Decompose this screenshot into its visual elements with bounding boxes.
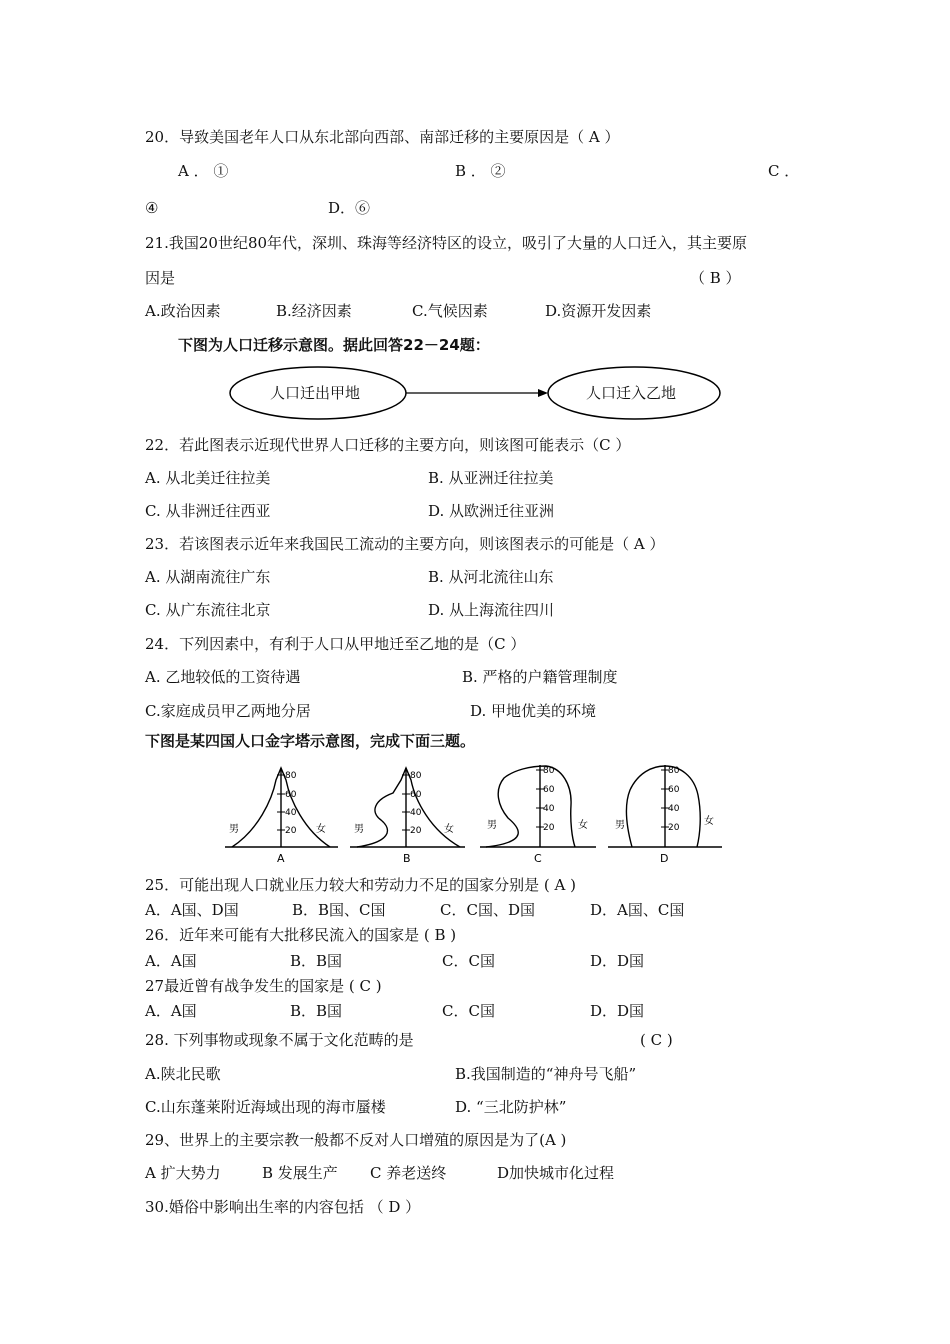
pyramid-d-tick-label: 40 <box>668 804 680 814</box>
q28-option-b: B.我国制造的“神舟号飞船” <box>455 1065 637 1083</box>
pyramid-c-female-label: 女 <box>578 820 588 831</box>
section-intro-pyramids: 下图是某四国人口金字塔示意图，完成下面三题。 <box>145 732 476 750</box>
pyramid-d-female-label: 女 <box>704 816 714 827</box>
migration-destination-label: 人口迁入乙地 <box>586 384 677 402</box>
pyramid-a-label: A <box>277 852 285 865</box>
q23-option-a: A. 从湖南流往广东 <box>145 568 271 586</box>
q21-option-b: B.经济因素 <box>276 302 352 320</box>
q25-stem: 25．可能出现人口就业压力较大和劳动力不足的国家分别是 ( A ) <box>145 876 576 894</box>
q29-option-b: B 发展生产 <box>262 1164 338 1182</box>
q21-option-a: A.政治因素 <box>145 302 221 320</box>
pyramid-a-tick-label: 60 <box>285 790 297 800</box>
q28-stem: 28. 下列事物或现象不属于文化范畴的是 <box>145 1031 414 1049</box>
q23-option-c: C. 从广东流往北京 <box>145 601 271 619</box>
q20-option-a: A ． ① <box>178 162 229 180</box>
q28-option-d: D. “三北防护林” <box>455 1098 567 1116</box>
pyramid-d-tick-label: 20 <box>668 823 680 833</box>
pyramid-c-tick-label: 20 <box>543 823 555 833</box>
pyramid-b-female-label: 女 <box>444 824 454 835</box>
pyramid-d-male-label: 男 <box>615 820 625 831</box>
q21-option-c: C.气候因素 <box>412 302 488 320</box>
q29-option-d: D加快城市化过程 <box>497 1164 615 1182</box>
q23-stem: 23．若该图表示近年来我国民工流动的主要方向，则该图表示的可能是（ A ） <box>145 535 665 553</box>
q22-option-a: A. 从北美迁往拉美 <box>145 469 271 487</box>
pyramid-b-tick-label: 40 <box>410 808 422 818</box>
q23-option-d: D. 从上海流往四川 <box>428 601 555 619</box>
q27-option-c: C．C国 <box>442 1002 495 1020</box>
q29-option-c: C 养老送终 <box>370 1164 447 1182</box>
pyramid-c-tick-label: 80 <box>543 766 555 776</box>
q25-option-a: A．A国、D国 <box>145 901 239 919</box>
pyramid-c-outline <box>486 766 575 847</box>
migration-origin-label: 人口迁出甲地 <box>270 384 361 402</box>
q21-option-d: D.资源开发因素 <box>545 302 652 320</box>
pyramid-b-tick-label: 80 <box>410 771 422 781</box>
q26-option-c: C．C国 <box>442 952 495 970</box>
q26-option-b: B．B国 <box>290 952 343 970</box>
q24-stem: 24．下列因素中，有利于人口从甲地迁至乙地的是（C ） <box>145 635 526 653</box>
q22-option-c: C. 从非洲迁往西亚 <box>145 502 271 520</box>
pyramid-b-label: B <box>403 852 411 865</box>
q27-stem: 27最近曾有战争发生的国家是 ( C ) <box>145 977 382 995</box>
pyramid-a-tick-label: 80 <box>285 771 297 781</box>
q22-option-d: D. 从欧洲迁往亚洲 <box>428 502 555 520</box>
pyramid-b-male-label: 男 <box>354 824 364 835</box>
q30-stem: 30.婚俗中影响出生率的内容包括 （ D ） <box>145 1198 421 1216</box>
q26-option-d: D．D国 <box>590 952 645 970</box>
q22-stem: 22．若此图表示近现代世界人口迁移的主要方向，则该图可能表示（C ） <box>145 436 631 454</box>
pyramid-a-outline <box>232 768 330 847</box>
pyramid-b-tick-label: 60 <box>410 790 422 800</box>
q27-option-b: B．B国 <box>290 1002 343 1020</box>
q21-stem-cont: 因是 <box>145 269 176 287</box>
pyramid-d-tick-label: 60 <box>668 785 680 795</box>
pyramid-d-outline <box>626 766 700 847</box>
q23-option-b: B. 从河北流往山东 <box>428 568 554 586</box>
q27-option-a: A．A国 <box>145 1002 197 1020</box>
q20-option-d: D．⑥ <box>328 199 371 217</box>
pyramid-a-tick-label: 40 <box>285 808 297 818</box>
pyramid-d-label: D <box>660 852 669 865</box>
q26-option-a: A．A国 <box>145 952 197 970</box>
q24-option-c: C.家庭成员甲乙两地分居 <box>145 702 311 720</box>
q29-option-a: A 扩大势力 <box>145 1164 221 1182</box>
q22-option-b: B. 从亚洲迁往拉美 <box>428 469 554 487</box>
q24-option-a: A. 乙地较低的工资待遇 <box>145 668 301 686</box>
q25-option-c: C．C国、D国 <box>440 901 535 919</box>
q21-answer: （ B ） <box>690 269 741 287</box>
q24-option-d: D. 甲地优美的环境 <box>470 702 597 720</box>
q21-stem: 21.我国20世纪80年代，深圳、珠海等经济特区的设立，吸引了大量的人口迁入，其主要原 <box>145 234 748 252</box>
q28-option-c: C.山东蓬莱附近海域出现的海市蜃楼 <box>145 1098 386 1116</box>
pyramid-c-tick-label: 40 <box>543 804 555 814</box>
section-intro-migration: 下图为人口迁移示意图。据此回答22－24题： <box>178 336 490 354</box>
pyramid-a-tick-label: 20 <box>285 826 297 836</box>
q20-option-c: C ． <box>768 162 800 180</box>
q28-answer: ( C ) <box>640 1031 673 1049</box>
pyramid-b-tick-label: 20 <box>410 826 422 836</box>
pyramid-b-outline <box>357 768 460 847</box>
migration-arrowhead <box>538 389 548 397</box>
pyramid-d-tick-label: 80 <box>668 766 680 776</box>
q28-option-a: A.陕北民歌 <box>145 1065 221 1083</box>
q24-option-b: B. 严格的户籍管理制度 <box>462 668 618 686</box>
q20-option-b: B ． ② <box>455 162 506 180</box>
q29-stem: 29、世界上的主要宗教一般都不反对人口增殖的原因是为了(A ) <box>145 1131 567 1149</box>
pyramid-a-male-label: 男 <box>229 824 239 835</box>
pyramid-c-male-label: 男 <box>487 820 497 831</box>
q20-option-c-value: ④ <box>145 199 159 217</box>
q20-stem: 20．导致美国老年人口从东北部向西部、南部迁移的主要原因是（ A ） <box>145 128 620 146</box>
q25-option-b: B．B国、C国 <box>292 901 386 919</box>
pyramid-a-female-label: 女 <box>316 824 326 835</box>
pyramid-c-tick-label: 60 <box>543 785 555 795</box>
q25-option-d: D．A国、C国 <box>590 901 685 919</box>
q26-stem: 26．近年来可能有大批移民流入的国家是 ( B ) <box>145 926 457 944</box>
pyramid-c-label: C <box>534 852 542 865</box>
q27-option-d: D．D国 <box>590 1002 645 1020</box>
